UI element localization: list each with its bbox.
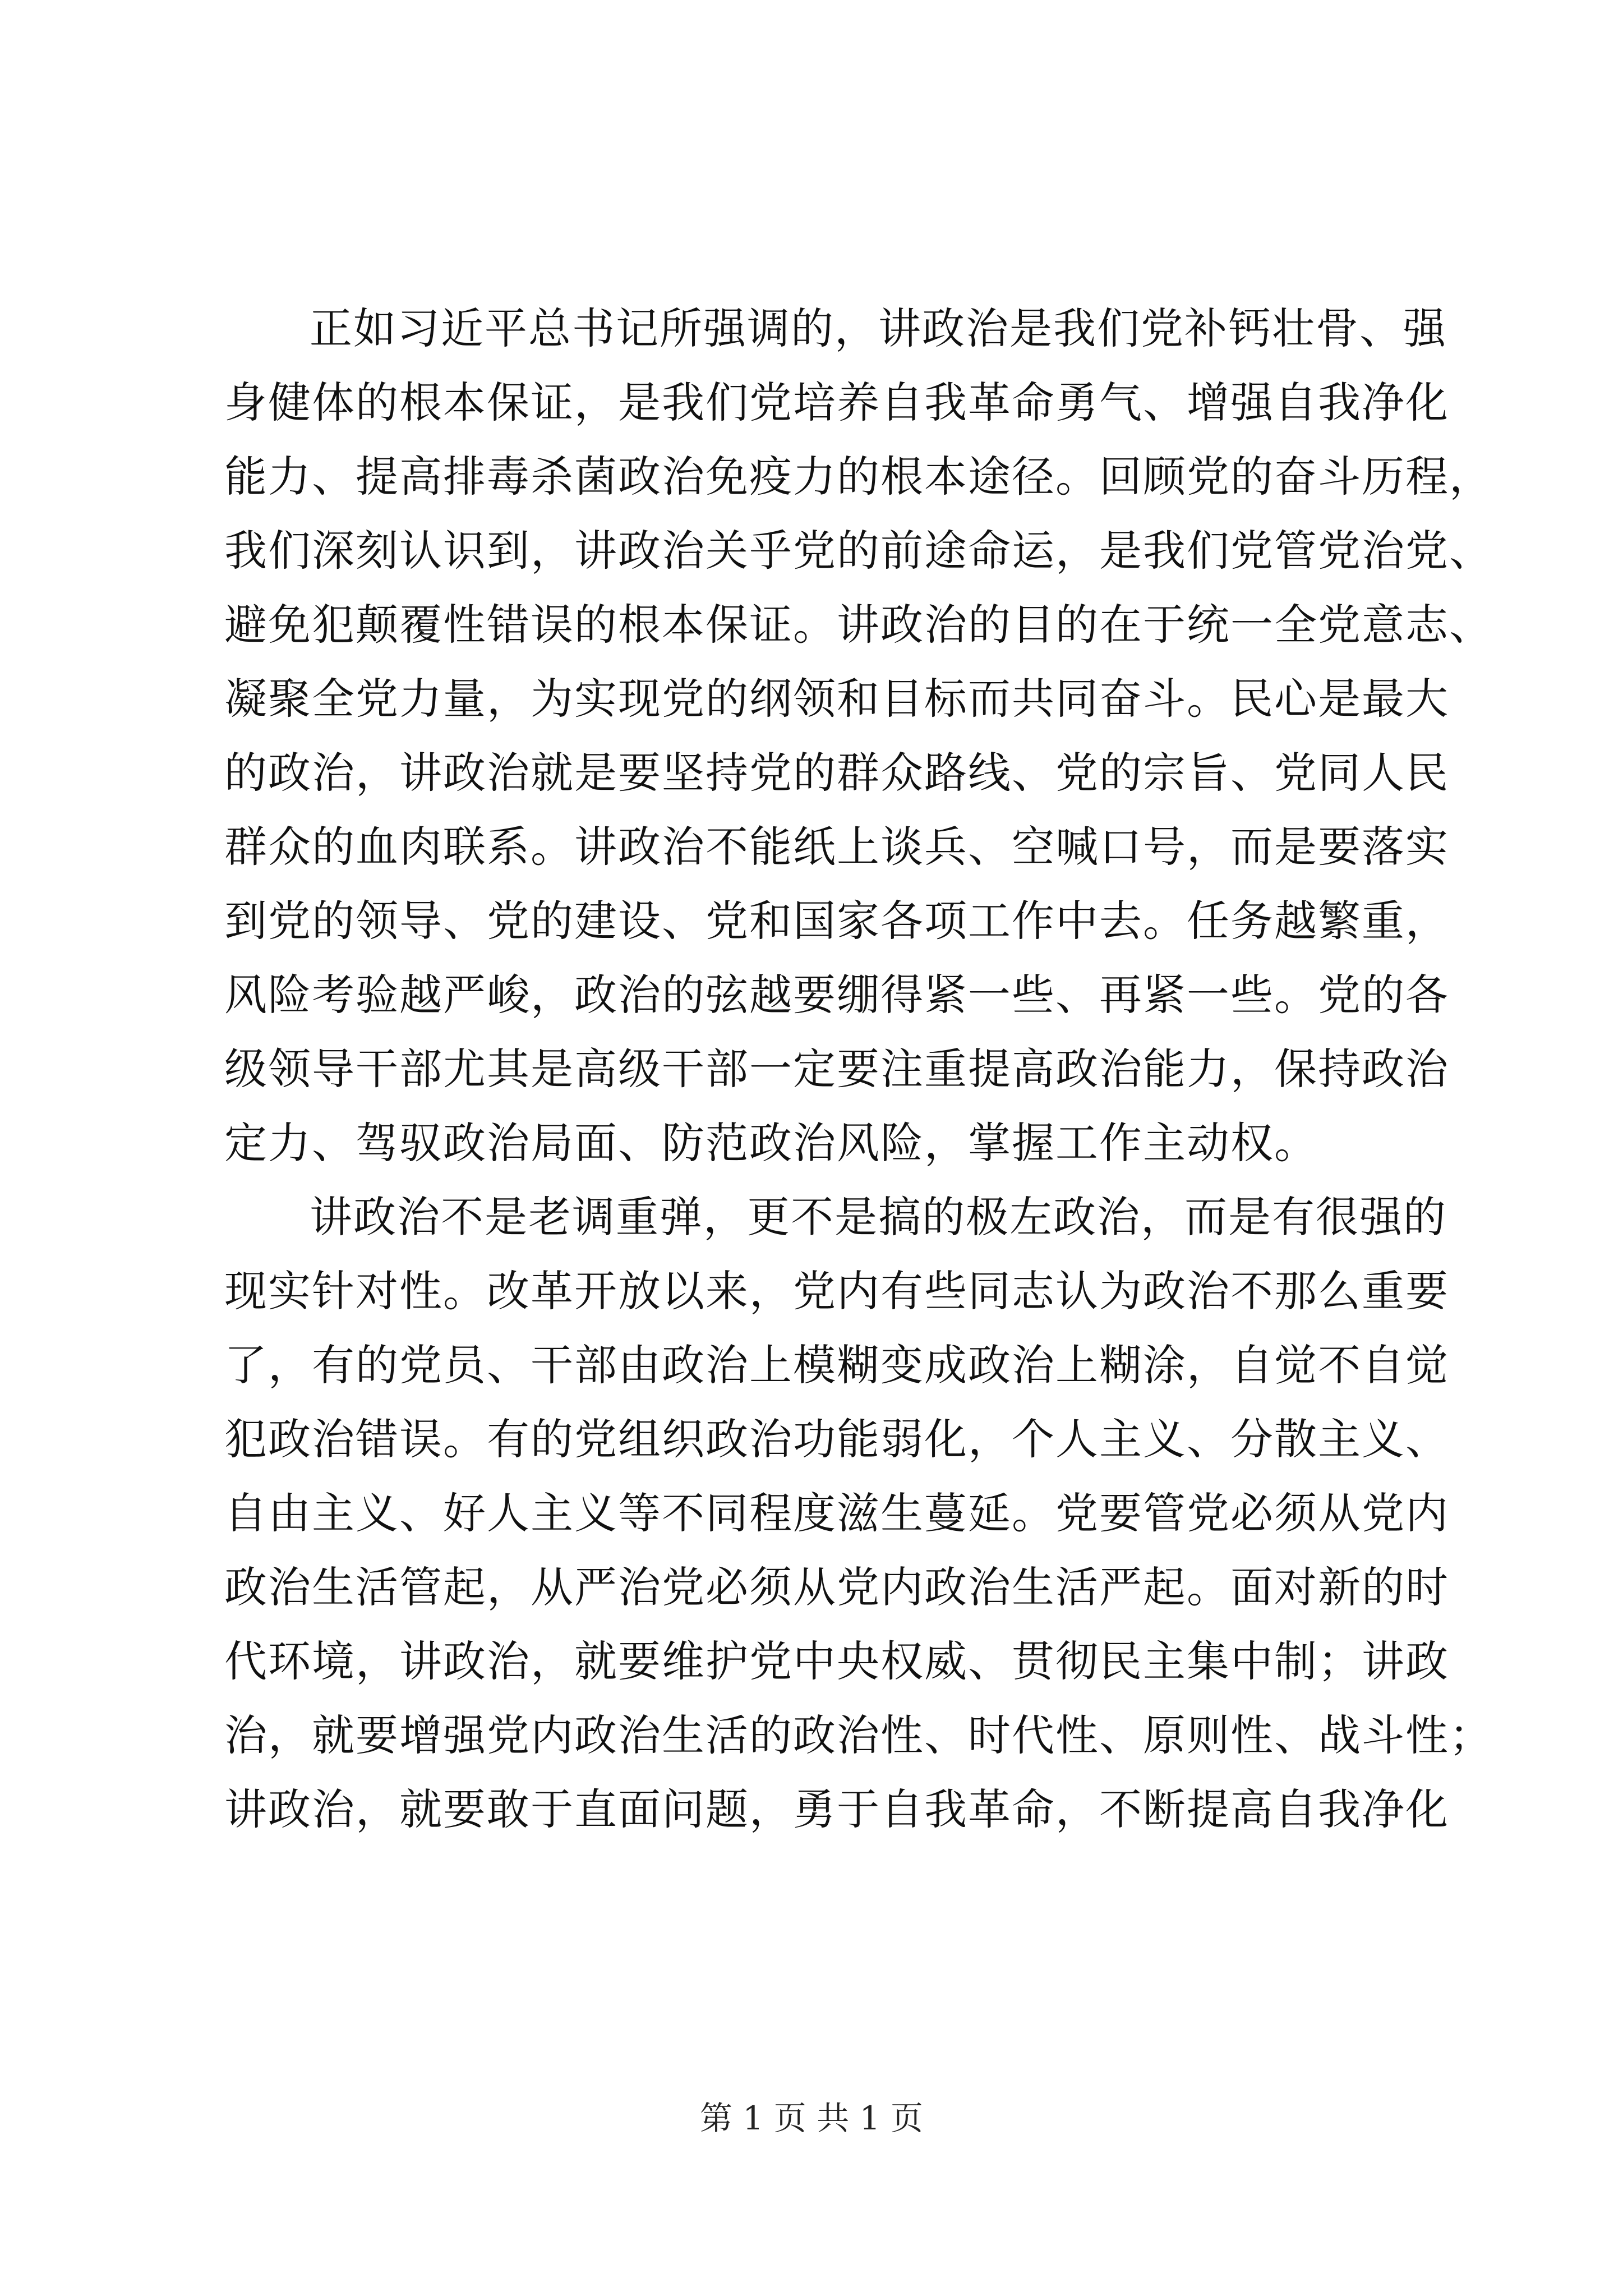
text-line: 代环境，讲政治，就要维护党中央权威、贯彻民主集中制；讲政 (224, 1636, 1449, 1686)
text-line: 群众的血肉联系。讲政治不能纸上谈兵、空喊口号，而是要落实 (224, 822, 1449, 872)
text-line: 讲政治，就要敢于直面问题，勇于自我革命，不断提高自我净化 (224, 1784, 1449, 1834)
text-line: 的政治，讲政治就是要坚持党的群众路线、党的宗旨、党同人民 (224, 748, 1449, 798)
text-line: 治，就要增强党内政治生活的政治性、时代性、原则性、战斗性； (224, 1710, 1493, 1760)
text-line: 政治生活管起，从严治党必须从党内政治生活严起。面对新的时 (224, 1562, 1449, 1612)
text-line: 避免犯颠覆性错误的根本保证。讲政治的目的在于统一全党意志、 (224, 600, 1493, 650)
text-line: 了，有的党员、干部由政治上模糊变成政治上糊涂，自觉不自觉 (224, 1340, 1449, 1390)
page-footer: 第 1 页 共 1 页 (700, 2099, 923, 2137)
text-line: 现实针对性。改革开放以来，党内有些同志认为政治不那么重要 (224, 1266, 1449, 1316)
text-line: 我们深刻认识到，讲政治关乎党的前途命运，是我们党管党治党、 (224, 526, 1493, 576)
text-line: 讲政治不是老调重弹，更不是搞的极左政治，而是有很强的 (310, 1192, 1447, 1242)
text-line: 级领导干部尤其是高级干部一定要注重提高政治能力，保持政治 (224, 1044, 1449, 1094)
paragraph-2 (224, 1180, 1493, 1847)
text-line: 自由主义、好人主义等不同程度滋生蔓延。党要管党必须从党内 (224, 1488, 1449, 1538)
text-line: 身健体的根本保证，是我们党培养自我革命勇气、增强自我净化 (224, 378, 1449, 427)
text-line: 到党的领导、党的建设、党和国家各项工作中去。任务越繁重， (224, 896, 1449, 946)
paragraph-1 (224, 292, 1493, 1180)
text-line: 定力、驾驭政治局面、防范政治风险，掌握工作主动权。 (224, 1118, 1318, 1168)
text-line: 犯政治错误。有的党组织政治功能弱化，个人主义、分散主义、 (224, 1414, 1449, 1464)
text-line: 凝聚全党力量，为实现党的纲领和目标而共同奋斗。民心是最大 (224, 674, 1449, 724)
text-line: 正如习近平总书记所强调的，讲政治是我们党补钙壮骨、强 (310, 303, 1447, 353)
text-line: 风险考验越严峻，政治的弦越要绷得紧一些、再紧一些。党的各 (224, 970, 1449, 1020)
body-text (224, 292, 1493, 1847)
text-line: 能力、提高排毒杀菌政治免疫力的根本途径。回顾党的奋斗历程， (224, 452, 1493, 501)
